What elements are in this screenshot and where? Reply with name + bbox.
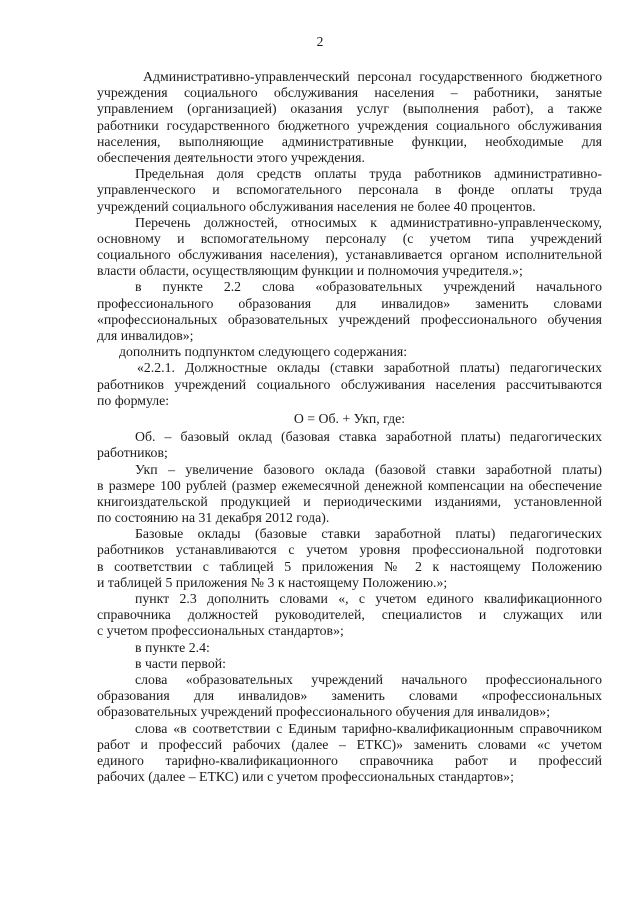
text-line: с учетом профессиональных стандартов»; — [97, 623, 344, 639]
text-line: работников учреждений социального обслуживания населения рассчитываются — [97, 376, 602, 392]
text-line: и таблицей 5 приложения № 3 к настоящему Положению.»; — [97, 574, 448, 590]
document-body — [97, 69, 602, 785]
text-line: работников; — [97, 445, 168, 461]
text-line: слова «в соответствии с Единым тарифно-квалификационным справочником — [135, 720, 602, 736]
text-line: учреждений социального обслуживания населения не более 40 процентов. — [97, 198, 536, 214]
formula: О = Об. + Укп, где: — [293, 410, 406, 426]
text-line: работ и профессий рабочих (далее – ЕТКС)» заменить словами «с учетом — [97, 736, 602, 752]
text-line: Базовые оклады (базовые ставки заработной платы) педагогических — [135, 526, 602, 542]
text-line: учреждения социального обслуживания населения – работники, занятые — [97, 85, 602, 101]
text-line: «профессиональных образовательных учреждений профессионального обучения — [97, 311, 602, 327]
text-line: справочника должностей руководителей, специалистов и служащих или — [97, 607, 602, 623]
text-line: по формуле: — [97, 392, 170, 408]
text-line: Перечень должностей, относимых к административно-управленческому, — [135, 214, 602, 230]
text-line: обеспечения деятельности этого учреждения. — [97, 149, 365, 165]
text-line: по состоянию на 31 декабря 2012 года). — [97, 510, 330, 526]
text-line: в пункте 2.2 слова «образовательных учреждений начального — [135, 279, 602, 295]
text-line: «2.2.1. Должностные оклады (ставки заработной платы) педагогических — [137, 360, 602, 376]
text-line: профессионального образования для инвалидов» заменить словами — [97, 295, 602, 311]
text-line: в пункте 2.4: — [135, 639, 210, 655]
text-line: работников устанавливаются с учетом уровня профессиональной подготовки — [97, 542, 602, 558]
text-line: образовательных учреждений профессионального обучения для инвалидов»; — [97, 704, 551, 720]
text-line: Об. – базовый оклад (базовая ставка заработной платы) педагогических — [135, 429, 602, 445]
text-line: работники государственного бюджетного учреждения социального обслуживания — [97, 117, 602, 133]
text-line: населения, выполняющие административные функции, необходимые для — [97, 133, 602, 149]
text-line: пункт 2.3 дополнить словами «, с учетом единого квалификационного — [135, 591, 602, 606]
text-line: основному и вспомогательному персоналу (с учетом типа учреждений — [97, 230, 602, 246]
text-line: в соответствии с таблицей 5 приложения № 2 к настоящему Положению — [97, 558, 602, 574]
text-line: слова «образовательных учреждений начального профессионального — [135, 671, 602, 687]
text-line: власти области, осуществляющим функции и полномочия учредителя.»; — [97, 263, 523, 279]
text-line: социального обслуживания населения), устанавливается органом исполнительной — [97, 247, 602, 263]
text-line: дополнить подпунктом следующего содержания: — [119, 344, 408, 360]
text-line: для инвалидов»; — [97, 328, 194, 343]
text-line: Административно-управленческий персонал государственного бюджетного — [143, 69, 602, 84]
text-line: рабочих (далее – ЕТКС) или с учетом профессиональных стандартов»; — [97, 769, 514, 785]
text-line: в части первой: — [135, 655, 226, 671]
text-line: управлением (организацией) оказания услуг (выполнения работ), а также — [97, 101, 602, 117]
text-line: управленческого и вспомогательного персонала в фонде оплаты труда — [97, 182, 602, 198]
text-line: Укп – увеличение базового оклада (базовой ставки заработной платы) — [135, 461, 602, 477]
text-line: книгоиздательской продукцией и периодическими изданиями, установленной — [97, 493, 602, 509]
text-line: в размере 100 рублей (размер ежемесячной денежной компенсации на обеспечение — [97, 477, 602, 493]
page-number: 2 — [316, 34, 324, 49]
text-line: Предельная доля средств оплаты труда работников административно- — [135, 166, 602, 182]
text-line: образования для инвалидов» заменить словами «профессиональных — [97, 688, 602, 704]
text-line: единого тарифно-квалификационного справочника работ и профессий — [97, 752, 602, 768]
